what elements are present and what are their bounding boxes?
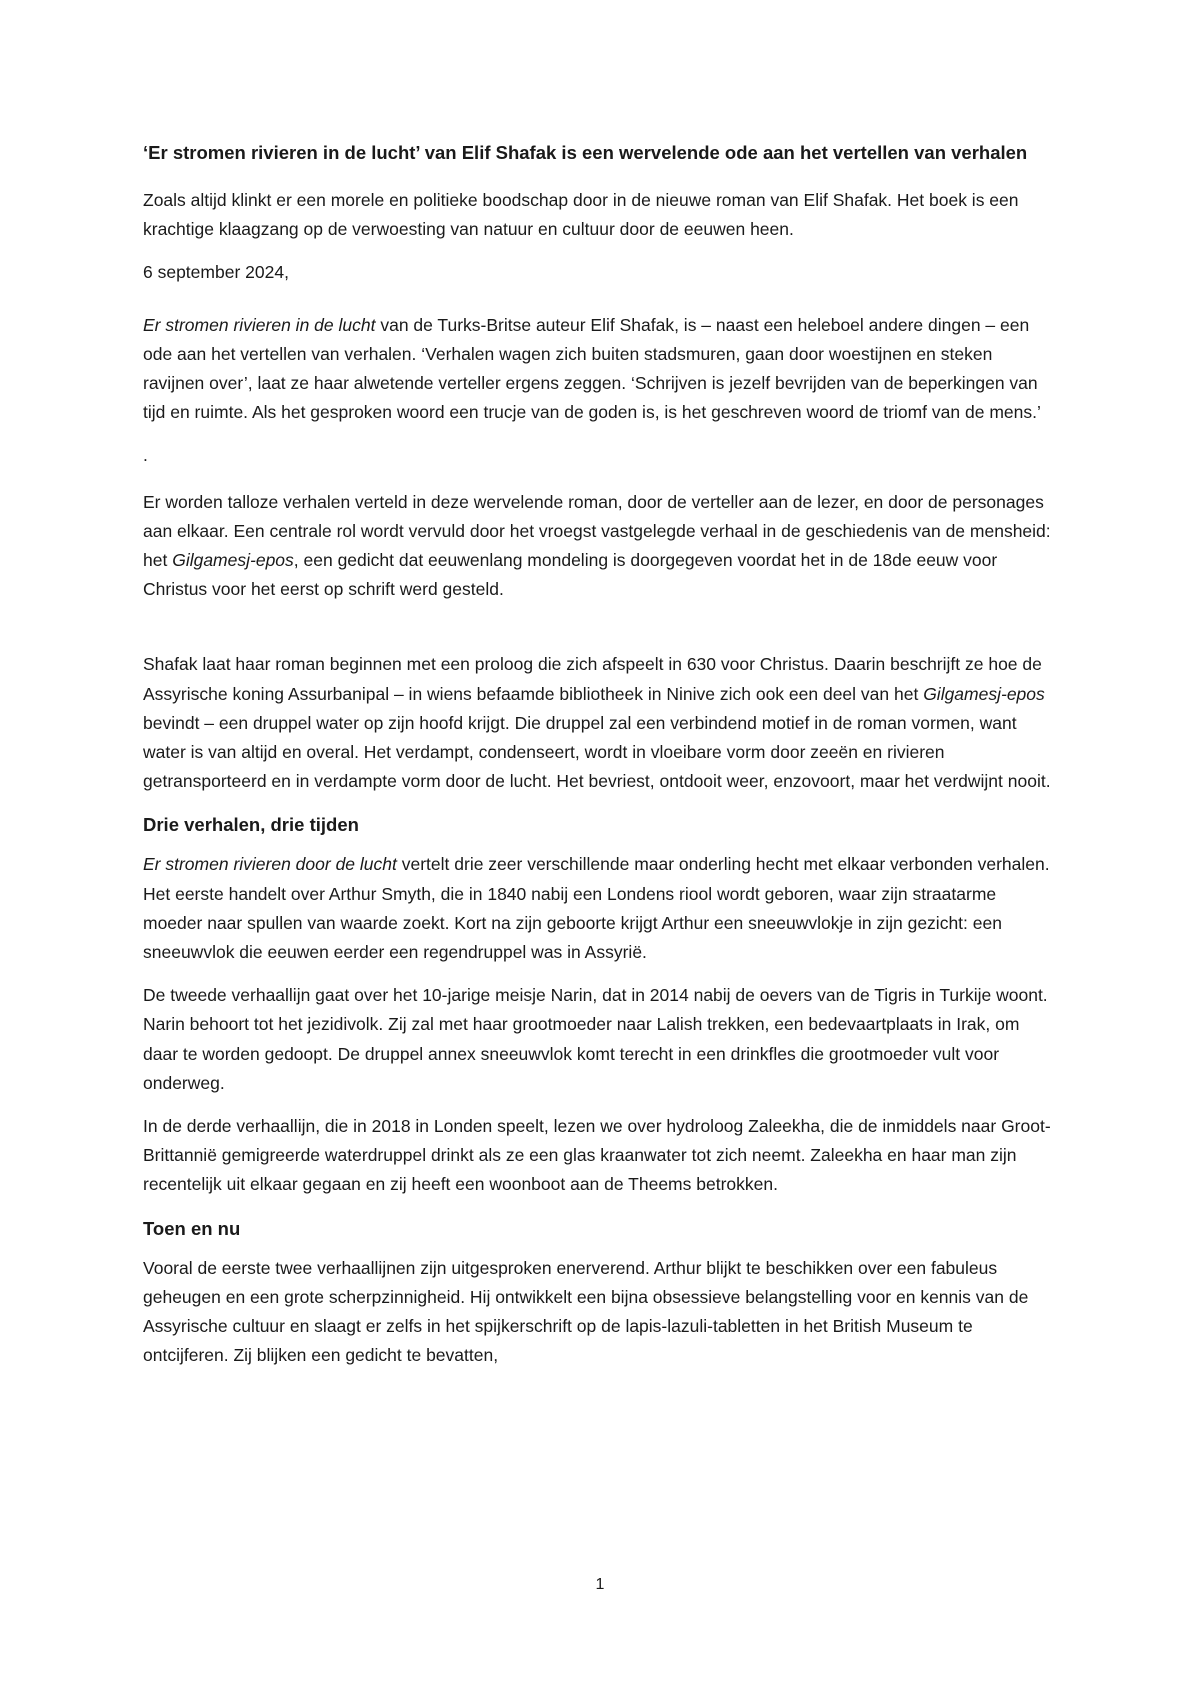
separator-dot: . [143,445,148,466]
paragraph-3-text-b: bevindt – een druppel water op zijn hoofd krijgt. Die druppel zal een verbindend motief in de roman vormen, want water is van altijd en overal. Het verdampt, condenseert, wordt in vloeibare vorm door zeeën en rivieren getransporteerd en in verdampte vorm door de lucht. Het bevriest, ontdooit weer, enzovoort, maar het verdwijnt nooit. [143,712,1051,792]
paragraph-2-text-a: Er worden talloze verhalen verteld in deze wervelende roman, door de verteller aan de lezer, en door de personages aan elkaar. Een centrale rol wordt vervuld door het vroegst vastgelegde verhaal in de geschiedenis van de mensheid: het [143,491,1051,571]
paragraph-3-text-a: Shafak laat haar roman beginnen met een proloog die zich afspeelt in 630 voor Christus. Daarin beschrijft ze hoe de Assyrische koning Assurbanipal – in wiens befaamde bibliotheek in Ninive zich ook een deel van het [143,654,1042,704]
publication-date: 6 september 2024, [143,262,289,283]
epos-emphasis: Gilgamesj-epos [923,683,1045,704]
book-title-emphasis: Er stromen rivieren in de lucht [143,314,376,335]
page-number: 1 [595,1576,605,1593]
paragraph-3 [143,650,1055,796]
article-title: ‘Er stromen rivieren in de lucht’ van Elif Shafak is een wervelende ode aan het vertellen van verhalen [143,142,1028,163]
paragraph-4 [143,850,1055,967]
paragraph-1-text: van de Turks-Britse auteur Elif Shafak, is – naast een heleboel andere dingen – een ode aan het vertellen van verhalen. ‘Verhalen wagen zich buiten stadsmuren, gaan door woestijnen en steken ravijnen over’, laat ze haar alwetende verteller ergens zeggen. ‘Schrijven is jezelf bevrijden van de beperkingen van tijd en ruimte. Als het gesproken woord een trucje van de goden is, is het geschreven woord de triomf van de mens.’ [143,314,1041,423]
book-title-emphasis: Er stromen rivieren door de lucht [143,854,397,875]
paragraph-2 [143,488,1055,605]
paragraph-4-text: vertelt drie zeer verschillende maar onderling hecht met elkaar verbonden verhalen. Het eerste handelt over Arthur Smyth, die in 1840 nabij een Londens riool wordt geboren, waar zijn straatarme moeder naar spullen van waarde zoekt. Kort na zijn geboorte krijgt Arthur een sneeuwvlokje in zijn gezicht: een sneeuwvlok die eeuwen eerder een regendruppel was in Assyrië. [143,854,1050,963]
paragraph-2-text-b: , een gedicht dat eeuwenlang mondeling is doorgegeven voordat het in de 18de eeuw voor Christus voor het eerst op schrift werd gesteld. [143,550,998,600]
section-heading-toen-en-nu: Toen en nu [143,1217,241,1239]
section-heading-drie-verhalen: Drie verhalen, drie tijden [143,814,359,836]
paragraph-6: In de derde verhaallijn, die in 2018 in Londen speelt, lezen we over hydroloog Zaleekha, die de inmiddels naar Groot-Brittannië gemigreerde waterdruppel drinkt als ze een glas kraanwater tot zich neemt. Zaleekha en haar man zijn recentelijk uit elkaar gegaan en zij heeft een woonboot aan de Theems betrokken. [143,1116,1051,1195]
article-lead: Zoals altijd klinkt er een morele en politieke boodschap door in de nieuwe roman van Elif Shafak. Het boek is een krachtige klaagzang op de verwoesting van natuur en cultuur door de eeuwen heen. [143,190,1019,240]
paragraph-5: De tweede verhaallijn gaat over het 10-jarige meisje Narin, dat in 2014 nabij de oevers van de Tigris in Turkije woont. Narin behoort tot het jezidivolk. Zij zal met haar grootmoeder naar Lalish trekken, een bedevaartplaats in Irak, om daar te worden gedoopt. De druppel annex sneeuwvlok komt terecht in een drinkfles die grootmoeder vult voor onderweg. [143,985,1048,1093]
epos-emphasis: Gilgamesj-epos [172,550,294,571]
document-page [143,138,1055,1385]
paragraph-7: Vooral de eerste twee verhaallijnen zijn uitgesproken enerverend. Arthur blijkt te beschikken over een fabuleus geheugen en een grote scherpzinnigheid. Hij ontwikkelt een bijna obsessieve belangstelling voor en kennis van de Assyrische cultuur en slaagt er zelfs in het spijkerschrift op de lapis-lazuli-tabletten in het British Museum te ontcijferen. Zij blijken een gedicht te bevatten, [143,1257,1029,1366]
paragraph-1 [143,311,1055,428]
